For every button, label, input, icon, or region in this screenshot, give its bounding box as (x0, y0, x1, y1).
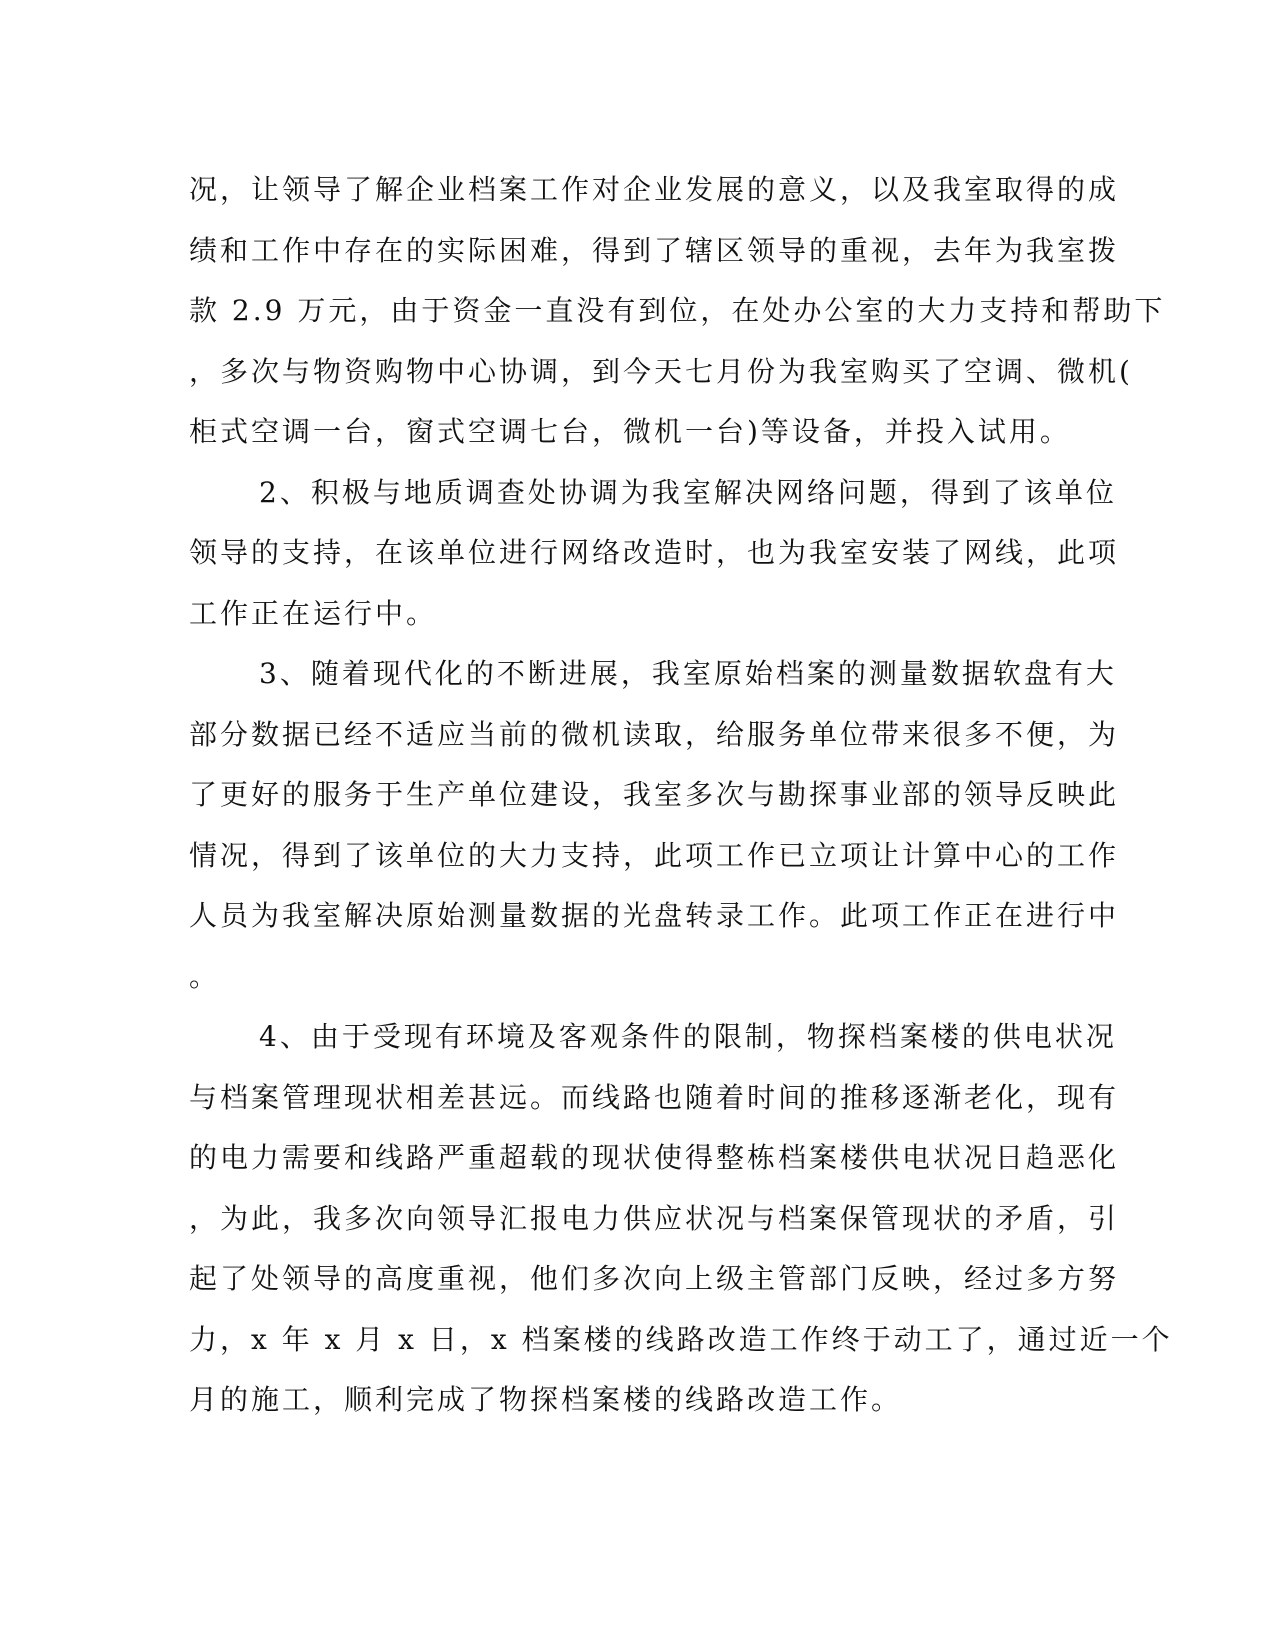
text-line: 领导的支持，在该单位进行网络改造时，也为我室安装了网线，此项 (189, 536, 1120, 569)
text-line: 与档案管理现状相差甚远。而线路也随着时间的推移逐渐老化，现有 (189, 1080, 1120, 1114)
text-line: 绩和工作中存在的实际困难，得到了辖区领导的重视，去年为我室拨 (189, 233, 1120, 267)
text-line: 。 (189, 959, 221, 993)
paragraph-3-first-line: 3、随着现代化的不断进展，我室原始档案的测量数据软盘有大 (259, 657, 1117, 690)
text-line: 月的施工，顺利完成了物探档案楼的线路改造工作。 (189, 1383, 903, 1416)
text-line: ，为此，我多次向领导汇报电力供应状况与档案保管现状的矛盾，引 (189, 1201, 1120, 1235)
text-line: ，多次与物资购物中心协调，到今天七月份为我室购买了空调、微机( (189, 354, 1133, 388)
text-line: 柜式空调一台，窗式空调七台，微机一台)等设备，并投入试用。 (189, 415, 1071, 448)
paragraph-4-first-line: 4、由于受现有环境及客观条件的限制，物探档案楼的供电状况 (259, 1020, 1117, 1053)
text-line: 起了处领导的高度重视，他们多次向上级主管部门反映，经过多方努 (189, 1262, 1120, 1295)
text-line: 情况，得到了该单位的大力支持，此项工作已立项让计算中心的工作 (189, 838, 1120, 872)
text-line: 款 2.9 万元，由于资金一直没有到位，在处办公室的大力支持和帮助下 (189, 294, 1166, 327)
text-line: 力，x 年 x 月 x 日，x 档案楼的线路改造工作终于动工了，通过近一个 (189, 1322, 1173, 1356)
text-line: 的电力需要和线路严重超载的现状使得整栋档案楼供电状况日趋恶化 (189, 1141, 1120, 1174)
text-line: 了更好的服务于生产单位建设，我室多次与勘探事业部的领导反映此 (189, 778, 1120, 811)
text-line: 部分数据已经不适应当前的微机读取，给服务单位带来很多不便，为 (189, 717, 1120, 751)
paragraph-2-first-line: 2、积极与地质调查处协调为我室解决网络问题，得到了该单位 (259, 475, 1117, 509)
text-line: 工作正在运行中。 (189, 596, 438, 630)
text-line: 人员为我室解决原始测量数据的光盘转录工作。此项工作正在进行中 (189, 899, 1120, 932)
text-line: 况，让领导了解企业档案工作对企业发展的意义，以及我室取得的成 (189, 173, 1120, 206)
document-body (189, 160, 1173, 1431)
